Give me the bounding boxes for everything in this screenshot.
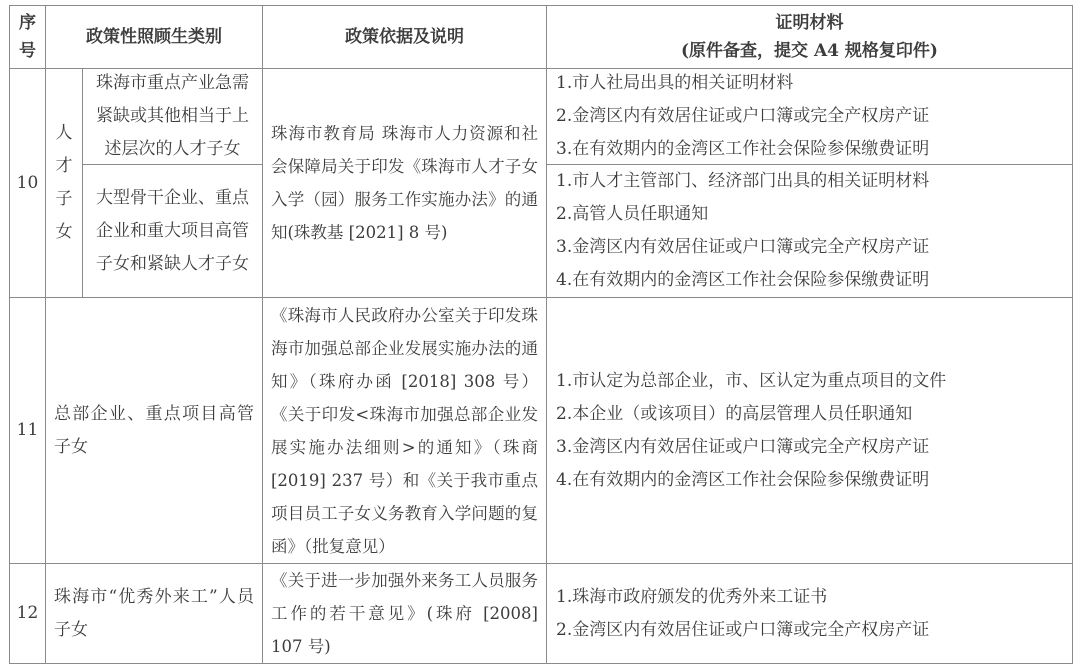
material-item: 2.金湾区内有效居住证或户口簿或完全产权房产证: [556, 619, 930, 640]
category-text: 总部企业、重点项目高管子女: [54, 403, 254, 457]
header-cell-no: [10, 6, 46, 69]
row-10-number: [10, 69, 46, 298]
row-10-group-label: 人才子女: [55, 123, 73, 242]
policy-text: 《关于进一步加强外来务工人员服务工作的若干意见》(珠府 [2008] 107 号): [271, 571, 538, 656]
category-text: 大型骨干企业、重点企业和重大项目高管子女和紧缺人才子女: [96, 187, 249, 274]
header-cell-materials: [547, 6, 1072, 69]
material-item: 4.在有效期内的金湾区工作社会保险参保缴费证明: [556, 270, 930, 290]
material-item: 2.本企业（或该项目）的高层管理人员任职通知: [556, 403, 913, 424]
row-number-text: 10: [16, 172, 39, 193]
row-12-number: [10, 564, 46, 663]
category-text: 珠海市“优秀外来工”人员子女: [54, 586, 254, 640]
material-item: 1.珠海市政府颁发的优秀外来工证书: [556, 586, 828, 607]
row-11-policy-cell: [263, 298, 547, 564]
row-11-category-cell: [46, 298, 263, 564]
row-10b-materials-cell: [547, 165, 1072, 298]
row-10b-category-cell: [83, 165, 263, 298]
header-no-label: 序号: [18, 13, 36, 61]
row-number-text: 11: [16, 420, 39, 440]
row-11-materials-cell: [547, 298, 1072, 564]
header-cell-policy: [263, 6, 547, 69]
material-item: 4.在有效期内的金湾区工作社会保险参保缴费证明: [556, 469, 930, 490]
category-text: 珠海市重点产业急需紧缺或其他相当于上述层次的人才子女: [96, 73, 249, 159]
row-12-materials-cell: [547, 564, 1072, 663]
material-item: 2.金湾区内有效居住证或户口簿或完全产权房产证: [556, 106, 930, 126]
header-materials-title: 证明材料: [775, 13, 844, 33]
header-cell-category: [46, 6, 263, 69]
row-12-policy-cell: [263, 564, 547, 663]
row-10a-materials-cell: [547, 69, 1072, 165]
row-10a-category-cell: [83, 69, 263, 165]
header-materials-note: (原件备查，提交 A4 规格复印件): [681, 41, 938, 61]
material-item: 1.市人才主管部门、经济部门出具的相关证明材料: [556, 171, 930, 191]
row-10-policy-cell: [263, 69, 547, 298]
material-item: 1.市认定为总部企业，市、区认定为重点项目的文件: [556, 370, 947, 391]
header-policy-label: 政策依据及说明: [345, 27, 464, 47]
policy-text: 《珠海市人民政府办公室关于印发珠海市加强总部企业发展实施办法的通知》（珠府办函 [2018] 308 号）《关于印发<珠海市加强总部企业发展实施办法细则>的通知》（珠商 [2019] 237 号）和《关于我市重点项目员工子女义务教育入学问题的复函》（批复意见）: [271, 305, 538, 556]
material-item: 3.在有效期内的金湾区工作社会保险参保缴费证明: [556, 139, 930, 159]
header-category-label: 政策性照顾生类别: [86, 27, 222, 47]
row-11-number: [10, 298, 46, 564]
row-10-group-cell: [46, 69, 83, 298]
material-item: 2.高管人员任职通知: [556, 204, 709, 224]
material-item: 1.市人社局出具的相关证明材料: [556, 73, 794, 93]
policy-table: [9, 5, 1073, 664]
material-item: 3.金湾区内有效居住证或户口簿或完全产权房产证: [556, 237, 930, 257]
material-item: 3.金湾区内有效居住证或户口簿或完全产权房产证: [556, 436, 930, 457]
row-number-text: 12: [16, 603, 39, 623]
policy-text: 珠海市教育局 珠海市人力资源和社会保障局关于印发《珠海市人才子女入学（园）服务工作实施办法》的通知(珠教基 [2021] 8 号): [271, 124, 538, 242]
row-12-category-cell: [46, 564, 263, 663]
